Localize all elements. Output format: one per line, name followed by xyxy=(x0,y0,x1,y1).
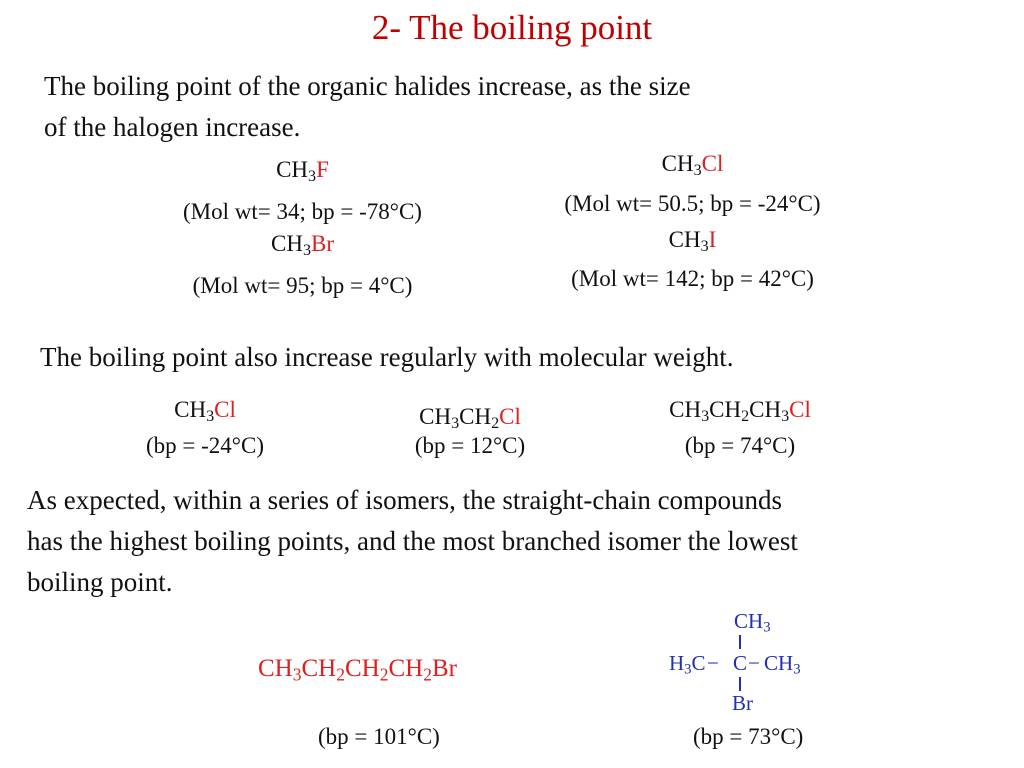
info-ch3i: (Mol wt= 142; bp = 42°C) xyxy=(571,266,814,291)
substituent-top: $CH_3$ xyxy=(734,609,771,636)
info-ch3br: (Mol wt= 95; bp = 4°C) xyxy=(192,273,413,298)
bond-right: − xyxy=(748,651,760,675)
bp-ch3ch2cl: (bp = 12°C) xyxy=(414,433,526,458)
paragraph-line: The boiling point of the organic halides increase, as the size xyxy=(44,71,691,101)
structure-tert-butyl-bromide xyxy=(660,605,820,715)
paragraph-isomers xyxy=(27,480,798,603)
info-ch3f: (Mol wt= 34; bp = -78°C) xyxy=(183,199,422,224)
substituent-right: $CH_3$ xyxy=(764,651,801,678)
paragraph-halogen-size xyxy=(44,66,691,148)
paragraph-line: As expected, within a series of isomers, the straight-chain compounds xyxy=(27,485,783,515)
central-carbon: C xyxy=(733,651,748,675)
bp-straight-chain: (bp = 101°C) xyxy=(318,724,440,749)
formula-ch3ch2cl: $CH_3CH_2Cl$ xyxy=(419,404,521,433)
paragraph-line: has the highest boiling points, and the most branched isomer the lowest xyxy=(27,526,798,556)
paragraph-line: of the halogen increase. xyxy=(44,112,301,142)
substituent-bottom: Br xyxy=(732,691,753,715)
paragraph-molecular-weight: The boiling point also increase regularly with molecular weight. xyxy=(40,342,734,372)
formula-ch3br: $CH_3Br$ xyxy=(271,231,334,260)
formula-ch3cl-series: $CH_3Cl$ xyxy=(174,397,236,426)
bond-left: − xyxy=(707,651,719,675)
bond-bottom xyxy=(739,677,741,691)
substituent-left: $H_3C$ xyxy=(669,651,706,678)
formula-ch3cl: $CH_3Cl$ xyxy=(661,151,724,180)
formula-straight-chain-bromobutane: $CH_3CH_2CH_2CH_2Br$ xyxy=(258,655,457,685)
bond-top xyxy=(739,635,741,649)
formula-ch3f: $CH_3F$ xyxy=(276,157,329,186)
paragraph-line: boiling point. xyxy=(27,567,173,597)
page-title: 2- The boiling point xyxy=(371,8,653,47)
bp-ch3cl-series: (bp = -24°C) xyxy=(146,433,264,458)
info-ch3cl: (Mol wt= 50.5; bp = -24°C) xyxy=(564,191,821,216)
bp-branched: (bp = 73°C) xyxy=(693,724,804,749)
formula-ch3i: $CH_3I$ xyxy=(668,227,717,256)
bp-ch3ch2ch2cl: (bp = 74°C) xyxy=(684,433,796,458)
formula-ch3ch2ch2cl: $CH_3CH_2CH_3Cl$ xyxy=(669,397,811,426)
